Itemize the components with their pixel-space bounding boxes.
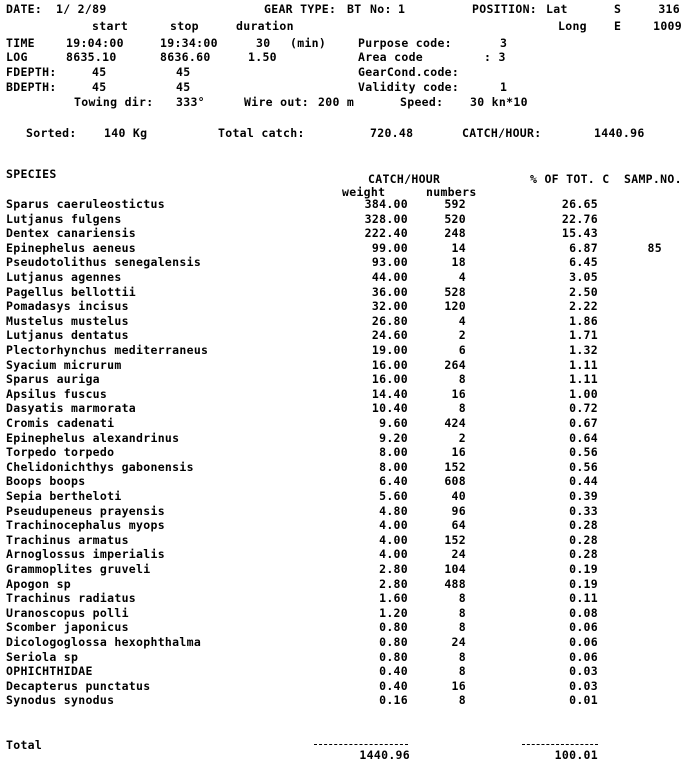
lat-value: 316 (658, 2, 680, 16)
numbers-value: 608 (444, 474, 466, 488)
pct-value: 26.65 (561, 197, 598, 211)
weight-value: 16.00 (371, 358, 408, 372)
species-name: Uranoscopus polli (6, 606, 129, 620)
catch-hour-header: CATCH/HOUR (368, 172, 441, 186)
pct-value: 1.11 (569, 372, 598, 386)
time-start: 19:04:00 (66, 36, 124, 50)
species-name: Boops boops (6, 474, 86, 488)
species-name: Grammoplites gruveli (6, 562, 151, 576)
numbers-value: 4 (458, 270, 466, 284)
wire-out-value: 200 m (318, 95, 355, 109)
numbers-value: 8 (458, 591, 466, 605)
col-stop-header: stop (170, 19, 199, 33)
numbers-value: 528 (444, 285, 466, 299)
pct-value: 0.03 (569, 664, 598, 678)
species-name: Sparus auriga (6, 372, 100, 386)
weight-value: 26.80 (371, 314, 408, 328)
species-name: Lutjanus dentatus (6, 328, 129, 342)
species-header: SPECIES (6, 167, 57, 181)
weight-value: 8.00 (379, 460, 408, 474)
pct-value: 1.00 (569, 387, 598, 401)
total-label: Total (6, 738, 43, 752)
bdepth-label: BDEPTH: (6, 80, 57, 94)
numbers-value: 14 (451, 241, 466, 255)
numbers-value: 488 (444, 577, 466, 591)
total-pct: 100.01 (554, 748, 598, 762)
numbers-value: 152 (444, 533, 466, 547)
weight-value: 4.00 (379, 533, 408, 547)
gear-type-label: GEAR TYPE: (264, 2, 337, 16)
weight-value: 384.00 (364, 197, 408, 211)
bdepth-stop: 45 (176, 80, 191, 94)
weight-value: 5.60 (379, 489, 408, 503)
long-hemisphere: E (614, 19, 622, 33)
numbers-value: 424 (444, 416, 466, 430)
numbers-value: 40 (451, 489, 466, 503)
pct-value: 0.06 (569, 650, 598, 664)
weight-value: 93.00 (371, 255, 408, 269)
weight-value: 32.00 (371, 299, 408, 313)
species-name: Arnoglossus imperialis (6, 547, 165, 561)
species-name: Epinephelus aeneus (6, 241, 137, 255)
total-weight: 1440.96 (359, 748, 410, 762)
numbers-value: 264 (444, 358, 466, 372)
pct-value: 0.72 (569, 401, 598, 415)
species-name: Dicologoglossa hexophthalma (6, 635, 202, 649)
numbers-value: 24 (451, 547, 466, 561)
numbers-value: 2 (458, 431, 466, 445)
weight-value: 1.60 (379, 591, 408, 605)
species-name: Trachinocephalus myops (6, 518, 165, 532)
log-stop: 8636.60 (160, 50, 211, 64)
pct-value: 2.22 (569, 299, 598, 313)
numbers-value: 64 (451, 518, 466, 532)
area-code-label: Area code (358, 50, 424, 64)
long-value: 1009 (653, 19, 682, 33)
gear-type-value: BT (347, 2, 362, 16)
numbers-value: 248 (444, 226, 466, 240)
species-name: Lutjanus fulgens (6, 212, 122, 226)
numbers-value: 6 (458, 343, 466, 357)
weight-value: 24.60 (371, 328, 408, 342)
weight-value: 0.40 (379, 679, 408, 693)
catch-hour-label: CATCH/HOUR: (462, 126, 542, 140)
numbers-value: 8 (458, 664, 466, 678)
species-name: Dasyatis marmorata (6, 401, 137, 415)
time-duration: 30 (256, 36, 271, 50)
species-name: Apogon sp (6, 577, 72, 591)
species-name: OPHICHTHIDAE (6, 664, 93, 678)
pct-value: 15.43 (561, 226, 598, 240)
weight-value: 4.00 (379, 547, 408, 561)
bdepth-start: 45 (92, 80, 107, 94)
species-name: Mustelus mustelus (6, 314, 129, 328)
pct-value: 0.01 (569, 693, 598, 707)
lat-hemisphere: S (614, 2, 622, 16)
pct-value: 0.06 (569, 635, 598, 649)
no-value: 1 (398, 2, 406, 16)
area-code-value: : 3 (484, 50, 506, 64)
pct-value: 0.39 (569, 489, 598, 503)
pct-value: 0.28 (569, 547, 598, 561)
weight-value: 19.00 (371, 343, 408, 357)
numbers-value: 16 (451, 679, 466, 693)
time-unit: (min) (290, 36, 327, 50)
numbers-value: 592 (444, 197, 466, 211)
species-name: Plectorhynchus mediterraneus (6, 343, 209, 357)
weight-value: 4.80 (379, 504, 408, 518)
pct-value: 2.50 (569, 285, 598, 299)
numbers-value: 96 (451, 504, 466, 518)
numbers-value: 8 (458, 372, 466, 386)
pct-value: 3.05 (569, 270, 598, 284)
numbers-value: 8 (458, 650, 466, 664)
purpose-code-value: 3 (500, 36, 508, 50)
wire-out-label: Wire out: (244, 95, 310, 109)
numbers-value: 18 (451, 255, 466, 269)
fdepth-label: FDEPTH: (6, 65, 57, 79)
species-name: Dentex canariensis (6, 226, 137, 240)
weight-header: weight (342, 185, 386, 199)
weight-value: 8.00 (379, 445, 408, 459)
pct-value: 0.03 (569, 679, 598, 693)
species-name: Decapterus punctatus (6, 679, 151, 693)
numbers-value: 24 (451, 635, 466, 649)
species-name: Trachinus radiatus (6, 591, 137, 605)
pct-value: 1.32 (569, 343, 598, 357)
weight-value: 0.80 (379, 650, 408, 664)
log-duration: 1.50 (248, 50, 277, 64)
pct-value: 0.44 (569, 474, 598, 488)
weight-value: 2.80 (379, 577, 408, 591)
numbers-value: 4 (458, 314, 466, 328)
weight-value: 10.40 (371, 401, 408, 415)
weight-value: 0.80 (379, 620, 408, 634)
weight-value: 0.40 (379, 664, 408, 678)
species-name: Syacium micrurum (6, 358, 122, 372)
pct-value: 0.06 (569, 620, 598, 634)
species-name: Epinephelus alexandrinus (6, 431, 180, 445)
weight-value: 0.16 (379, 693, 408, 707)
sorted-label: Sorted: (26, 126, 77, 140)
pct-total-rule (522, 744, 598, 745)
numbers-value: 8 (458, 401, 466, 415)
species-name: Chelidonichthys gabonensis (6, 460, 194, 474)
log-start: 8635.10 (66, 50, 117, 64)
numbers-value: 520 (444, 212, 466, 226)
species-name: Synodus synodus (6, 693, 115, 707)
col-start-header: start (92, 19, 129, 33)
pct-value: 6.45 (569, 255, 598, 269)
position-label: POSITION: (472, 2, 538, 16)
species-name: Lutjanus agennes (6, 270, 122, 284)
numbers-value: 2 (458, 328, 466, 342)
numbers-value: 16 (451, 445, 466, 459)
total-catch-label: Total catch: (218, 126, 305, 140)
pct-value: 0.56 (569, 460, 598, 474)
species-name: Cromis cadenati (6, 416, 115, 430)
time-label: TIME (6, 36, 35, 50)
species-name: Pseudotolithus senegalensis (6, 255, 202, 269)
weight-value: 6.40 (379, 474, 408, 488)
pct-value: 0.19 (569, 562, 598, 576)
pct-value: 0.28 (569, 518, 598, 532)
weight-value: 99.00 (371, 241, 408, 255)
numbers-value: 152 (444, 460, 466, 474)
numbers-value: 8 (458, 606, 466, 620)
pct-value: 22.76 (561, 212, 598, 226)
validity-value: 1 (500, 80, 508, 94)
species-name: Pagellus bellottii (6, 285, 137, 299)
lat-label: Lat (546, 2, 568, 16)
samp-no-value: 85 (647, 241, 662, 255)
weight-value: 14.40 (371, 387, 408, 401)
species-name: Seriola sp (6, 650, 79, 664)
speed-value: 30 kn*10 (470, 95, 528, 109)
weight-value: 328.00 (364, 212, 408, 226)
pct-value: 0.08 (569, 606, 598, 620)
pct-value: 0.19 (569, 577, 598, 591)
pct-value: 6.87 (569, 241, 598, 255)
weight-value: 36.00 (371, 285, 408, 299)
sorted-value: 140 Kg (104, 126, 148, 140)
weight-value: 44.00 (371, 270, 408, 284)
pct-value: 1.86 (569, 314, 598, 328)
species-name: Pomadasys incisus (6, 299, 129, 313)
pct-value: 0.33 (569, 504, 598, 518)
time-stop: 19:34:00 (160, 36, 218, 50)
species-name: Apsilus fuscus (6, 387, 108, 401)
numbers-value: 16 (451, 387, 466, 401)
date-value: 1/ 2/89 (56, 2, 107, 16)
samp-no-header: SAMP.NO. (624, 172, 682, 186)
fdepth-start: 45 (92, 65, 107, 79)
validity-label: Validity code: (358, 80, 460, 94)
log-label: LOG (6, 50, 28, 64)
numbers-header: numbers (426, 185, 477, 199)
purpose-code-label: Purpose code: (358, 36, 452, 50)
weight-value: 0.80 (379, 635, 408, 649)
species-name: Sparus caeruleostictus (6, 197, 165, 211)
date-label: DATE: (6, 2, 43, 16)
towing-dir-value: 333° (176, 95, 205, 109)
weight-value: 222.40 (364, 226, 408, 240)
species-name: Sepia bertheloti (6, 489, 122, 503)
weight-value: 1.20 (379, 606, 408, 620)
numbers-value: 120 (444, 299, 466, 313)
catch-hour-value: 1440.96 (594, 126, 645, 140)
pct-value: 0.67 (569, 416, 598, 430)
no-label: No: (370, 2, 392, 16)
pct-value: 0.28 (569, 533, 598, 547)
fdepth-stop: 45 (176, 65, 191, 79)
pct-value: 0.64 (569, 431, 598, 445)
numbers-value: 8 (458, 693, 466, 707)
numbers-value: 104 (444, 562, 466, 576)
towing-dir-label: Towing dir: (74, 95, 154, 109)
weight-value: 9.20 (379, 431, 408, 445)
pct-value: 0.11 (569, 591, 598, 605)
pct-value: 1.11 (569, 358, 598, 372)
weight-total-rule (314, 744, 408, 745)
species-name: Trachinus armatus (6, 533, 129, 547)
species-name: Pseudupeneus prayensis (6, 504, 165, 518)
gearcond-label: GearCond.code: (358, 65, 460, 79)
col-duration-header: duration (236, 19, 294, 33)
species-name: Scomber japonicus (6, 620, 129, 634)
species-name: Torpedo torpedo (6, 445, 115, 459)
total-catch-value: 720.48 (370, 126, 414, 140)
weight-value: 9.60 (379, 416, 408, 430)
speed-label: Speed: (400, 95, 444, 109)
long-label: Long (558, 19, 587, 33)
weight-value: 16.00 (371, 372, 408, 386)
weight-value: 4.00 (379, 518, 408, 532)
pct-value: 1.71 (569, 328, 598, 342)
pct-of-total-header: % OF TOT. C (530, 172, 610, 186)
weight-value: 2.80 (379, 562, 408, 576)
numbers-value: 8 (458, 620, 466, 634)
pct-value: 0.56 (569, 445, 598, 459)
